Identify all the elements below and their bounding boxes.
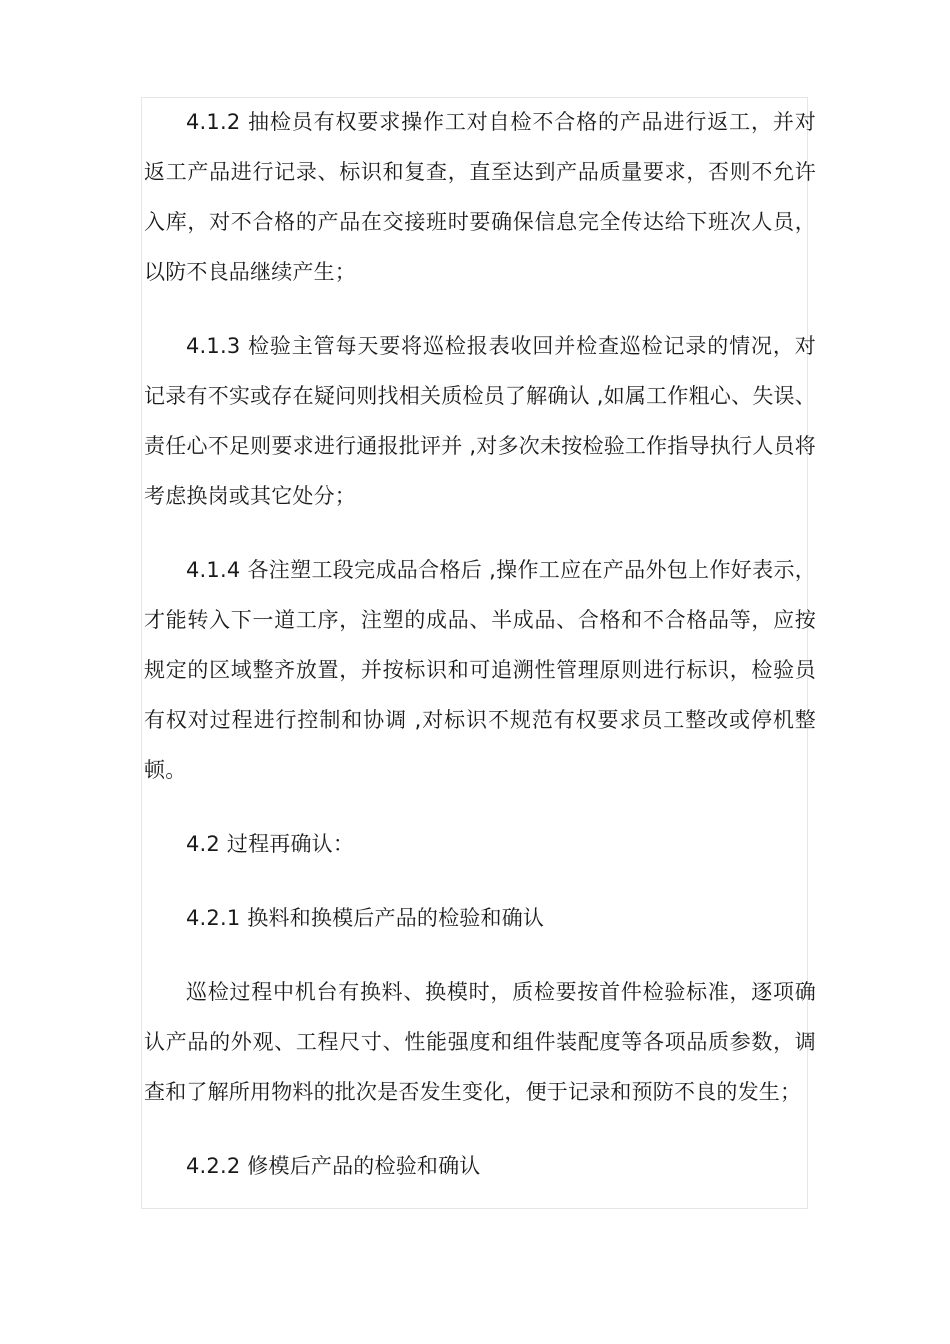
paragraph-4-1-3: 4.1.3 检验主管每天要将巡检报表收回并检查巡检记录的情况，对记录有不实或存在疑问则找相关质检员了解确认 ,如属工作粗心、失误、责任心不足则要求进行通报批评并 ,对多次未按检验工作指导执行人员将考虑换岗或其它处分； — [144, 334, 816, 508]
paragraph-inspection: 巡检过程中机台有换料、换模时，质检要按首件检验标准，逐项确认产品的外观、工程尺寸、性能强度和组件装配度等各项品质参数，调查和了解所用物料的批次是否发生变化，便于记录和预防不良的发生； — [144, 980, 816, 1104]
paragraph-4-1-2: 4.1.2 抽检员有权要求操作工对自检不合格的产品进行返工，并对返工产品进行记录、标识和复查，直至达到产品质量要求，否则不允许入库，对不合格的产品在交接班时要确保信息完全传达给下班次人员，以防不良品继续产生； — [144, 110, 816, 284]
heading-4-2-2: 4.2.2 修模后产品的检验和确认 — [186, 1154, 481, 1178]
heading-4-2: 4.2 过程再确认： — [186, 832, 355, 856]
document-body — [144, 97, 816, 1191]
heading-4-2-1: 4.2.1 换料和换模后产品的检验和确认 — [186, 906, 545, 930]
paragraph-4-1-4: 4.1.4 各注塑工段完成品合格后 ,操作工应在产品外包上作好表示，才能转入下一道工序，注塑的成品、半成品、合格和不合格品等，应按规定的区域整齐放置，并按标识和可追溯性管理原则进行标识，检验员有权对过程进行控制和协调 ,对标识不规范有权要求员工整改或停机整顿。 — [144, 558, 816, 782]
